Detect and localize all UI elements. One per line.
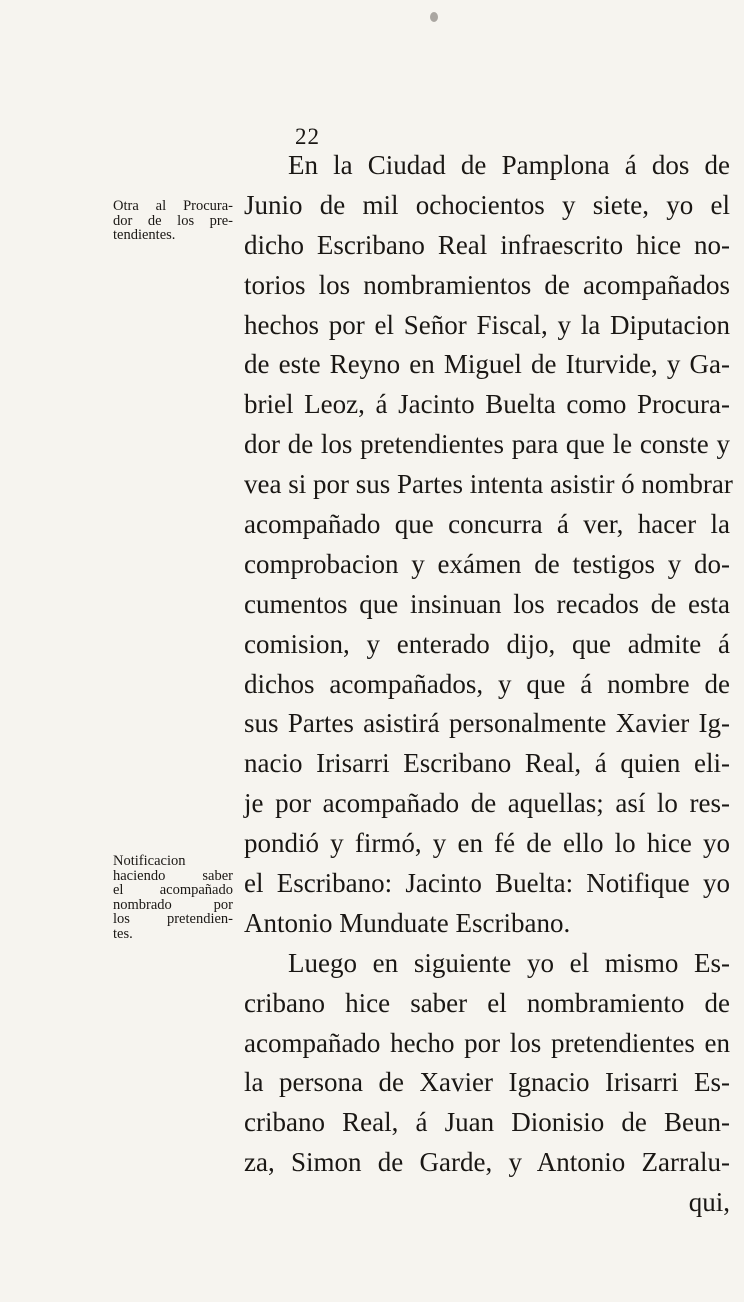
body-line: En la Ciudad de Pamplona á dos de [288, 150, 730, 180]
body-line: cribano hice saber el nombramiento de [244, 987, 730, 1018]
body-line: cumentos que insinuan los recados de esta [244, 588, 730, 619]
body-line: Junio de mil ochocientos y siete, yo el [244, 189, 730, 220]
margin-note-line: nombrado por [113, 896, 233, 913]
catchword: qui, [688, 1187, 730, 1218]
body-line: pondió y firmó, y en fé de ello lo hice yo [244, 828, 730, 859]
body-line: hechos por el Señor Fiscal, y la Diputacion [244, 309, 730, 340]
body-line: acompañado que concurra á ver, hacer la [244, 509, 730, 540]
body-line: el Escribano: Jacinto Buelta: Notifique yo [244, 868, 730, 899]
margin-note-line: Notificacion [113, 853, 186, 869]
body-line: vea si por sus Partes intenta asistir ó nombrar [244, 469, 733, 500]
body-line: briel Leoz, á Jacinto Buelta como Procura- [244, 389, 730, 420]
margin-note-line: tendientes. [113, 227, 176, 243]
margin-note-line: haciendo saber [113, 867, 233, 884]
body-line: cribano Real, á Juan Dionisio de Beun- [244, 1107, 730, 1138]
body-line: Antonio Munduate Escribano. [244, 907, 571, 938]
margin-note-line: dor de los pre- [113, 212, 233, 229]
body-line: sus Partes asistirá personalmente Xavier Ig- [244, 708, 730, 739]
body-line: comprobacion y exámen de testigos y do- [244, 548, 730, 579]
body-line: za, Simon de Garde, y Antonio Zarralu- [244, 1147, 730, 1178]
body-line: acompañado hecho por los pretendientes en [244, 1027, 730, 1058]
body-line: comision, y enterado dijo, que admite á [244, 628, 730, 659]
margin-note-line: Otra al Procura- [113, 198, 233, 214]
body-line: Luego en siguiente yo el mismo Es- [288, 947, 730, 978]
body-text [244, 146, 733, 1223]
margin-note-line: tes. [113, 925, 133, 942]
body-line: la persona de Xavier Ignacio Irisarri Es- [244, 1067, 730, 1098]
margin-note-1 [113, 199, 233, 243]
body-line: dicho Escribano Real infraescrito hice no- [244, 229, 730, 260]
margin-note-line: los pretendien- [113, 911, 233, 927]
margin-note-2 [113, 854, 233, 941]
body-line: de este Reyno en Miguel de Iturvide, y Ga- [244, 349, 730, 380]
margin-note-line: el acompañado [113, 882, 233, 898]
body-line: dor de los pretendientes para que le conste y [244, 429, 730, 460]
ink-spot [430, 12, 438, 22]
page-number: 22 [295, 124, 320, 149]
body-line: dichos acompañados, y que á nombre de [244, 668, 730, 699]
body-line: je por acompañado de aquellas; así lo res- [244, 788, 730, 819]
body-line: nacio Irisarri Escribano Real, á quien eli- [244, 748, 730, 779]
body-line: torios los nombramientos de acompañados [244, 269, 730, 300]
